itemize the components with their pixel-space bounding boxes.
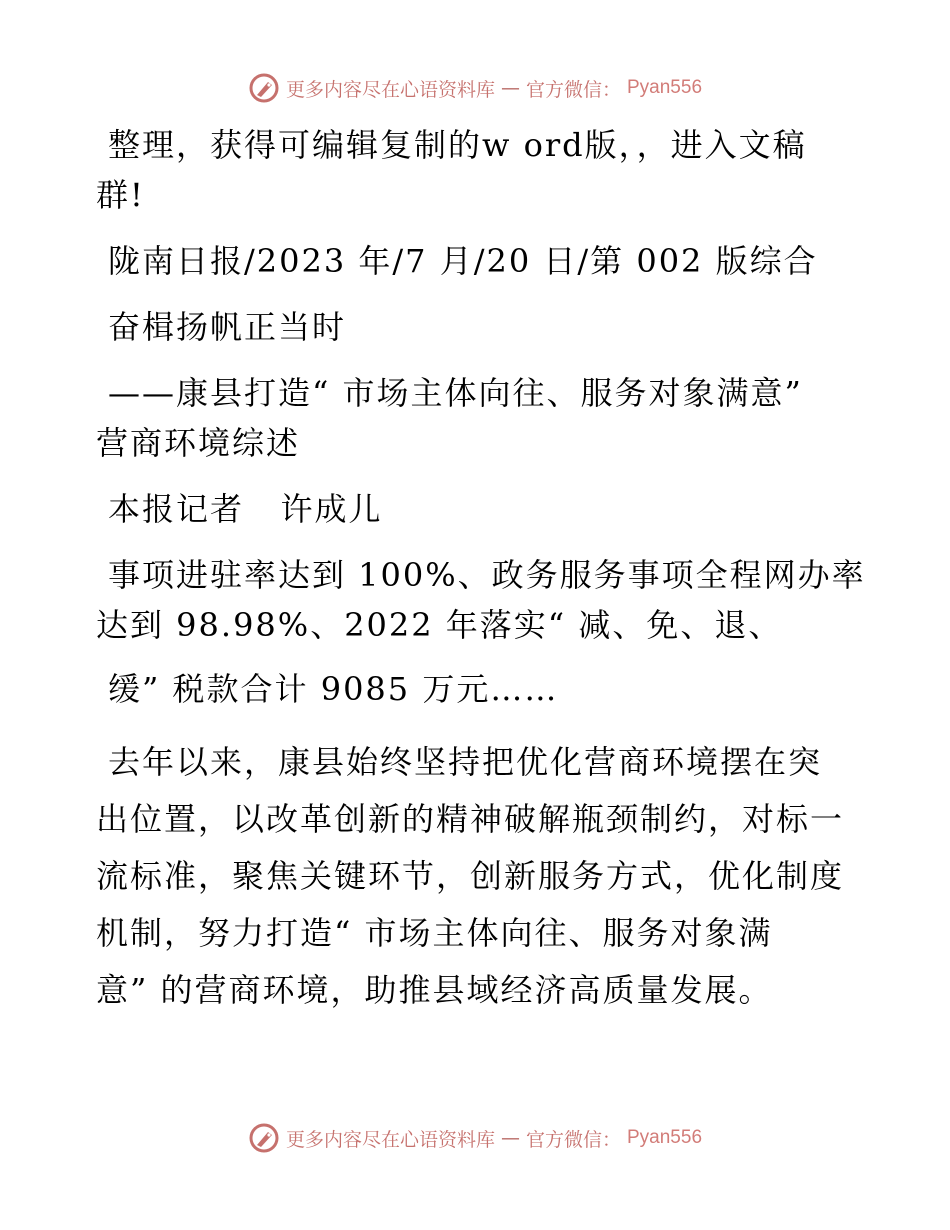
footer-watermark <box>0 1122 950 1154</box>
body-paragraph <box>96 734 856 1019</box>
lead-line: 缓” 税款合计 9085 万元…… <box>108 670 559 708</box>
intro-paragraph <box>96 120 856 220</box>
source-line: 陇南日报/2023 年/7 月/20 日/第 002 版综合 <box>108 242 818 280</box>
body-line: 流标准，聚焦关键环节，创新服务方式，优化制度 <box>96 857 845 895</box>
watermark-site-text: 更多内容尽在心语资料库 <box>285 78 495 101</box>
lead-line: 事项进驻率达到 100%、政务服务事项全程网办率 <box>108 556 866 594</box>
document-body <box>96 120 866 1019</box>
watermark-contact-label: 官方微信： <box>525 1128 621 1151</box>
article-headline: 奋楫扬帆正当时 <box>108 308 347 346</box>
source-paragraph <box>96 236 856 286</box>
body-line: 去年以来，康县始终坚持把优化营商环境摆在突 <box>108 743 823 781</box>
byline-paragraph <box>96 484 856 534</box>
watermark-separator: — <box>500 1127 520 1149</box>
body-line: 意” 的营商环境，助推县域经济高质量发展。 <box>96 971 773 1009</box>
watermark-contact-account: Pyan556 <box>627 77 703 98</box>
headline-paragraph <box>96 302 856 352</box>
watermark-contact-account: Pyan556 <box>627 1127 703 1148</box>
watermark-separator: — <box>500 77 520 99</box>
watermark-site-text: 更多内容尽在心语资料库 <box>285 1128 495 1151</box>
article-subheadline: ——康县打造“ 市场主体向往、服务对象满意” <box>108 374 803 412</box>
subheadline-paragraph <box>96 368 856 468</box>
intro-line: 群! <box>96 176 145 214</box>
pen-nib-circle-icon <box>248 1122 280 1154</box>
header-watermark <box>0 72 950 104</box>
body-line: 机制，努力打造“ 市场主体向往、服务对象满 <box>96 914 773 952</box>
intro-line: 整理，获得可编辑复制的w ord版，，进入文稿 <box>108 126 807 164</box>
lead-paragraph <box>96 550 866 714</box>
body-line: 出位置，以改革创新的精神破解瓶颈制约，对标一 <box>96 800 845 838</box>
byline: 本报记者 许成儿 <box>108 490 383 528</box>
watermark-contact-label: 官方微信： <box>525 78 621 101</box>
article-subheadline: 营商环境综述 <box>96 424 301 462</box>
pen-nib-circle-icon <box>248 72 280 104</box>
lead-line: 达到 98.98%、2022 年落实“ 减、免、退、 <box>96 606 783 644</box>
